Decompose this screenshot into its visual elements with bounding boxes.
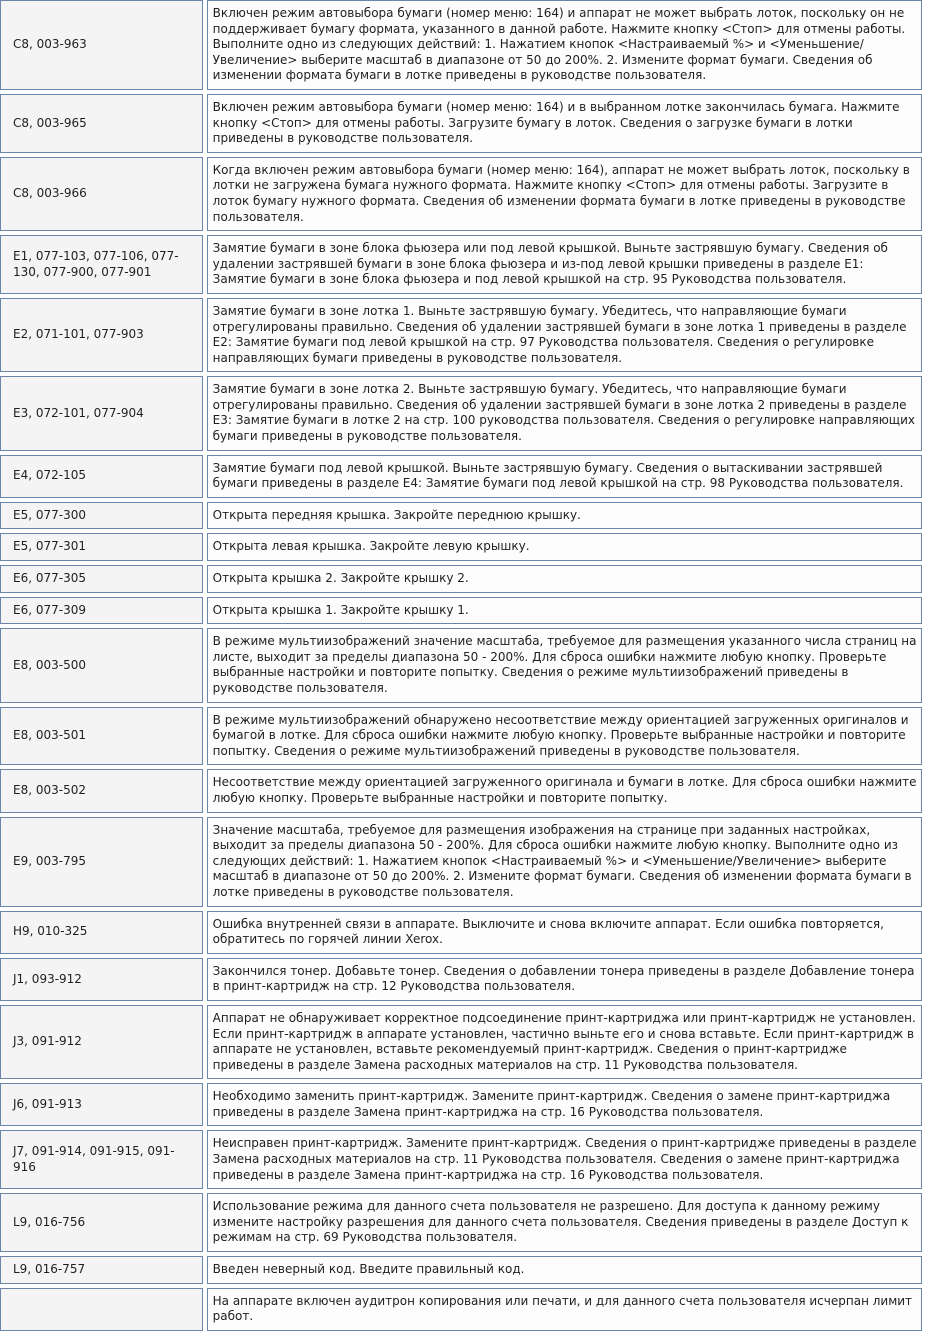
table-row [0,298,922,372]
error-code-cell: L9, 016-757 [0,1256,203,1284]
error-description-cell: Ошибка внутренней связи в аппарате. Выключите и снова включите аппарат. Если ошибка повторяется, обратитесь по горячей линии Xerox. [207,911,922,954]
error-description-cell: Открыта крышка 1. Закройте крышку 1. [207,597,922,625]
table-row [0,1193,922,1252]
error-description-cell: Замятие бумаги в зоне блока фьюзера или под левой крышкой. Выньте застрявшую бумагу. Сведения об удалении застрявшей бумаги в зоне блока фьюзера и из-под левой крышки приведены в разделе E1: Замятие бумаги в зоне блока фьюзера и под левой крышкой на стр. 95 Руководства пользователя. [207,235,922,294]
error-description-cell: На аппарате включен аудитрон копирования или печати, и для данного счета пользователя исчерпан лимит работ. [207,1288,922,1331]
table-row [0,628,922,702]
error-description-cell: Использование режима для данного счета пользователя не разрешено. Для доступа к данному режиму измените настройку разрешения для данного счета пользователя. Сведения приведены в разделе Доступ к режимам на стр. 69 Руководства пользователя. [207,1193,922,1252]
table-row [0,1130,922,1189]
error-code-cell: J3, 091-912 [0,1005,203,1079]
table-row [0,533,922,561]
table-row [0,0,922,90]
error-code-cell: J7, 091-914, 091-915, 091-916 [0,1130,203,1189]
error-description-cell: Включен режим автовыбора бумаги (номер меню: 164) и в выбранном лотке закончилась бумага. Нажмите кнопку <Стоп> для отмены работы. Загрузите бумагу в лоток. Сведения о загрузке бумаги в лотки приведены в руководстве пользователя. [207,94,922,153]
error-code-cell: E8, 003-500 [0,628,203,702]
error-code-cell: H9, 010-325 [0,911,203,954]
error-description-cell: В режиме мультиизображений значение масштаба, требуемое для размещения указанного числа страниц на листе, выходит за пределы диапазона 50 - 200%. Для сброса ошибки нажмите любую кнопку. Проверьте выбранные настройки и повторите попытку. Сведения о режиме мультиизображений приведены в руководстве пользователя. [207,628,922,702]
error-description-cell: Несоответствие между ориентацией загруженного оригинала и бумаги в лотке. Для сброса ошибки нажмите любую кнопку. Проверьте выбранные настройки и повторите попытку. [207,769,922,812]
error-code-cell: E3, 072-101, 077-904 [0,376,203,450]
error-description-cell: Открыта левая крышка. Закройте левую крышку. [207,533,922,561]
error-code-cell: L9, 016-756 [0,1193,203,1252]
error-code-cell: C8, 003-966 [0,157,203,231]
error-code-cell: J1, 093-912 [0,958,203,1001]
error-description-cell: Замятие бумаги под левой крышкой. Выньте застрявшую бумагу. Сведения о вытаскивании застрявшей бумаги приведены в разделе E4: Замятие бумаги под левой крышкой на стр. 98 Руководства пользователя. [207,455,922,498]
error-code-cell: J6, 091-913 [0,1083,203,1126]
table-row [0,94,922,153]
error-code-cell: E5, 077-301 [0,533,203,561]
error-code-cell: E6, 077-305 [0,565,203,593]
table-row [0,235,922,294]
table-row [0,455,922,498]
error-code-cell: E9, 003-795 [0,817,203,907]
table-row [0,1005,922,1079]
table-row [0,597,922,625]
table-row [0,911,922,954]
error-code-cell: E8, 003-501 [0,707,203,766]
error-code-cell: E5, 077-300 [0,502,203,530]
table-row [0,958,922,1001]
table-row [0,502,922,530]
table-row [0,1288,922,1331]
table-row [0,1083,922,1126]
error-code-cell: E4, 072-105 [0,455,203,498]
error-code-cell [0,1288,203,1331]
error-description-cell: В режиме мультиизображений обнаружено несоответствие между ориентацией загруженных оригиналов и бумагой в лотке. Для сброса ошибки нажмите любую кнопку. Проверьте выбранные настройки и повторите попытку. Сведения о режиме мультиизображений приведены в руководстве пользователя. [207,707,922,766]
error-code-cell: E8, 003-502 [0,769,203,812]
error-description-cell: Необходимо заменить принт-картридж. Замените принт-картридж. Сведения о замене принт-картриджа приведены в разделе Замена принт-картриджа на стр. 16 Руководства пользователя. [207,1083,922,1126]
error-code-cell: C8, 003-963 [0,0,203,90]
error-description-cell: Открыта крышка 2. Закройте крышку 2. [207,565,922,593]
error-description-cell: Включен режим автовыбора бумаги (номер меню: 164) и аппарат не может выбрать лоток, поскольку он не поддерживает бумагу формата, указанного в данной работе. Нажмите кнопку <Стоп> для отмены работы. Выполните одно из следующих действий: 1. Нажатием кнопок <Настраиваемый %> и <Уменьшение/Увеличение> выберите масштаб в диапазоне от 50 до 200%. 2. Измените формат бумаги. Сведения об изменении формата бумаги в лотке приведены в руководстве пользователя. [207,0,922,90]
error-description-cell: Замятие бумаги в зоне лотка 2. Выньте застрявшую бумагу. Убедитесь, что направляющие бумаги отрегулированы правильно. Сведения об удалении застрявшей бумаги в зоне лотка 2 приведены в разделе E3: Замятие бумаги в лотке 2 на стр. 100 руководства пользователя. Сведения о регулировке направляющих бумаги приведены в руководстве пользователя. [207,376,922,450]
error-code-cell: C8, 003-965 [0,94,203,153]
error-description-cell: Значение масштаба, требуемое для размещения изображения на странице при заданных настройках, выходит за пределы диапазона 50 - 200%. Для сброса ошибки нажмите любую кнопку. Выполните одно из следующих действий: 1. Нажатием кнопок <Настраиваемый %> и <Уменьшение/Увеличение> выберите масштаб в диапазоне от 50 до 200%. 2. Измените формат бумаги. Сведения об изменении формата бумаги в лотке приведены в руководстве пользователя. [207,817,922,907]
error-description-cell: Неисправен принт-картридж. Замените принт-картридж. Сведения о принт-картридже приведены в разделе Замена расходных материалов на стр. 11 Руководства пользователя. Сведения о замене принт-картриджа приведены в разделе Замена принт-картриджа на стр. 16 Руководства пользователя. [207,1130,922,1189]
table-row [0,769,922,812]
table-row [0,1256,922,1284]
table-row [0,817,922,907]
table-row [0,565,922,593]
error-description-cell: Открыта передняя крышка. Закройте переднюю крышку. [207,502,922,530]
table-row [0,376,922,450]
error-description-cell: Введен неверный код. Введите правильный код. [207,1256,922,1284]
error-description-cell: Аппарат не обнаруживает корректное подсоединение принт-картриджа или принт-картридж не установлен. Если принт-картридж в аппарате установлен, частично выньте его и снова вставьте. Если принт-картридж в аппарате не установлен, вставьте рекомендуемый принт-картридж. Сведения о принт-картридже приведены в разделе Замена расходных материалов на стр. 11 Руководства пользователя. [207,1005,922,1079]
table-row [0,157,922,231]
error-code-cell: E1, 077-103, 077-106, 077-130, 077-900, 077-901 [0,235,203,294]
error-description-cell: Закончился тонер. Добавьте тонер. Сведения о добавлении тонера приведены в разделе Добавление тонера в принт-картридж на стр. 12 Руководства пользователя. [207,958,922,1001]
table-row [0,707,922,766]
error-description-cell: Когда включен режим автовыбора бумаги (номер меню: 164), аппарат не может выбрать лоток, поскольку в лотки не загружена бумага нужного формата. Нажмите кнопку <Стоп> для отмены работы. Загрузите в лоток бумагу нужного формата. Сведения об изменении формата бумаги в лотке приведены в руководстве пользователя. [207,157,922,231]
error-code-cell: E2, 071-101, 077-903 [0,298,203,372]
error-code-cell: E6, 077-309 [0,597,203,625]
error-description-cell: Замятие бумаги в зоне лотка 1. Выньте застрявшую бумагу. Убедитесь, что направляющие бумаги отрегулированы правильно. Сведения об удалении застрявшей бумаги в зоне лотка 1 приведены в разделе E2: Замятие бумаги под левой крышкой на стр. 97 Руководства пользователя. Сведения о регулировке направляющих бумаги приведены в руководстве пользователя. [207,298,922,372]
